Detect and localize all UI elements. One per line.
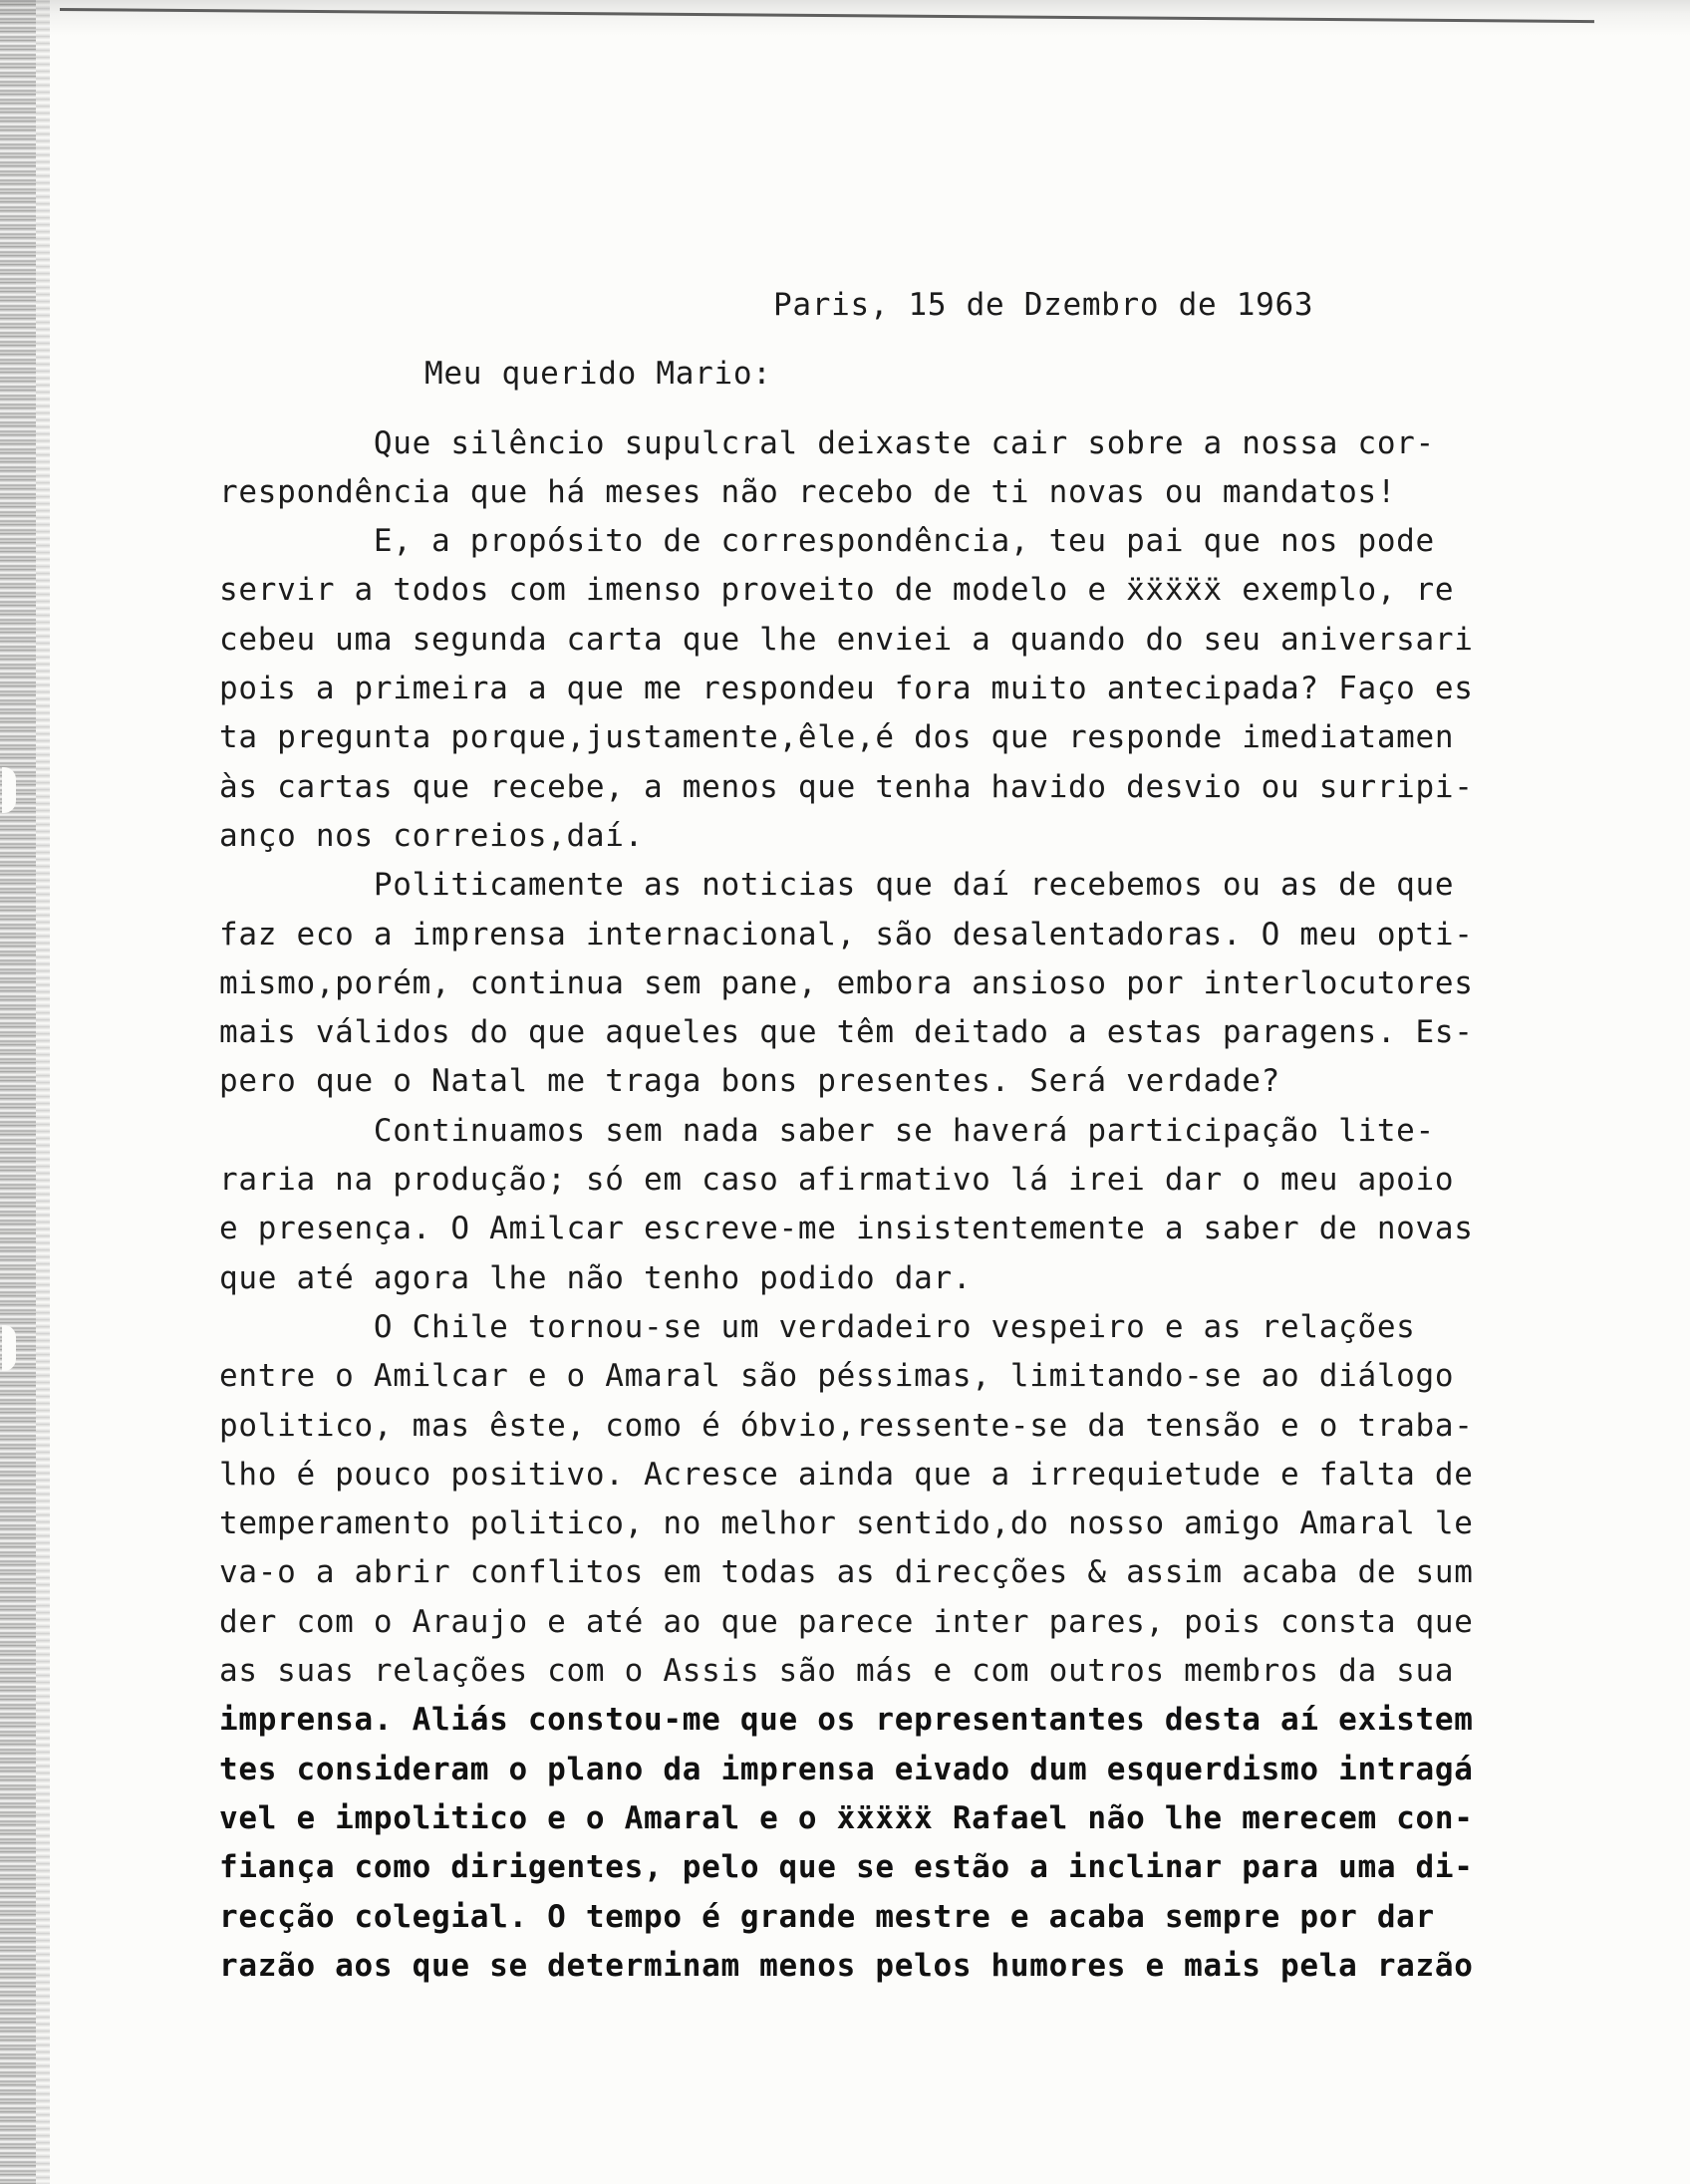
letter-line: e presença. O Amilcar escreve-me insistentemente a saber de novas [219,1211,1474,1247]
letter-line: ta pregunta porque,justamente,êle,é dos que responde imediatamen [219,719,1455,756]
letter-line: imprensa. Aliás constou-me que os representantes desta aí existem [219,1702,1474,1739]
letter-line: tes consideram o plano da imprensa eivado dum esquerdismo intragá [219,1751,1474,1787]
letter-line: faz eco a imprensa internacional, são desalentadoras. O meu opti- [219,916,1474,953]
letter-line: vel e impolitico e o Amaral e o ẍẍẍẍẍ Rafael não lhe merecem con- [219,1799,1474,1836]
scan-left-edge [0,0,36,2184]
letter-line: Que silêncio supulcral deixaste cair sobre a nossa cor- [219,424,1435,461]
letter-line: respondência que há meses não recebo de ti novas ou mandatos! [219,473,1397,510]
letter-line: pois a primeira a que me respondeu fora muito antecipada? Faço es [219,671,1474,707]
letter-line: anço nos correios,daí. [219,817,644,854]
letter-line: der com o Araujo e até ao que parece inter pares, pois consta que [219,1603,1474,1640]
letter-line: que até agora lhe não tenho podido dar. [219,1259,973,1296]
letter-line: cebeu uma segunda carta que lhe enviei a quando do seu aniversari [219,621,1474,658]
letter-line: às cartas que recebe, a menos que tenha havido desvio ou surripi- [219,768,1474,805]
letter-line: entre o Amilcar e o Amaral são péssimas, limitando-se ao diálogo [219,1358,1455,1395]
letter-line: lho é pouco positivo. Acresce ainda que a irrequietude e falta de [219,1456,1474,1493]
letter-line: servir a todos com imenso proveito de modelo e ẍẍẍẍẍ exemplo, re [219,572,1455,609]
letter-line: Politicamente as noticias que daí recebemos ou as de que [219,867,1455,904]
letter-line: mais válidos do que aqueles que têm deitado a estas paragens. Es- [219,1014,1474,1051]
letter-line: recção colegial. O tempo é grande mestre e acaba sempre por dar [219,1898,1435,1935]
letter-line: as suas relações com o Assis são más e com outros membros da sua [219,1653,1455,1690]
typewritten-letter [219,281,1554,1991]
letter-line: fiança como dirigentes, pelo que se estão a inclinar para uma di- [219,1849,1474,1886]
letter-line: pero que o Natal me traga bons presentes. Será verdade? [219,1063,1280,1100]
letter-line: va-o a abrir conflitos em todas as direcções & assim acaba de sum [219,1554,1474,1591]
letter-line: O Chile tornou-se um verdadeiro vespeiro e as relações [219,1308,1416,1345]
letter-line: razão aos que se determinam menos pelos humores e mais pela razão [219,1947,1474,1984]
letter-line: raria na produção; só em caso afirmativo lá irei dar o meu apoio [219,1162,1455,1199]
letter-date: Paris, 15 de Dzembro de 1963 [773,287,1314,323]
letter-line: mismo,porém, continua sem pane, embora ansioso por interlocutores [219,964,1474,1001]
letter-line: Continuamos sem nada saber se haverá participação lite- [219,1112,1435,1149]
letter-line: politico, mas êste, como é óbvio,ressente-se da tensão e o traba- [219,1407,1474,1444]
letter-line: temperamento politico, no melhor sentido,do nosso amigo Amaral le [219,1505,1474,1542]
letter-salutation: Meu querido Mario: [424,356,772,393]
punch-hole-lower [2,1325,16,1371]
letter-line: E, a propósito de correspondência, teu pai que nos pode [219,523,1435,560]
punch-hole-upper [2,767,16,813]
scan-left-edge-shadow [36,0,50,2184]
